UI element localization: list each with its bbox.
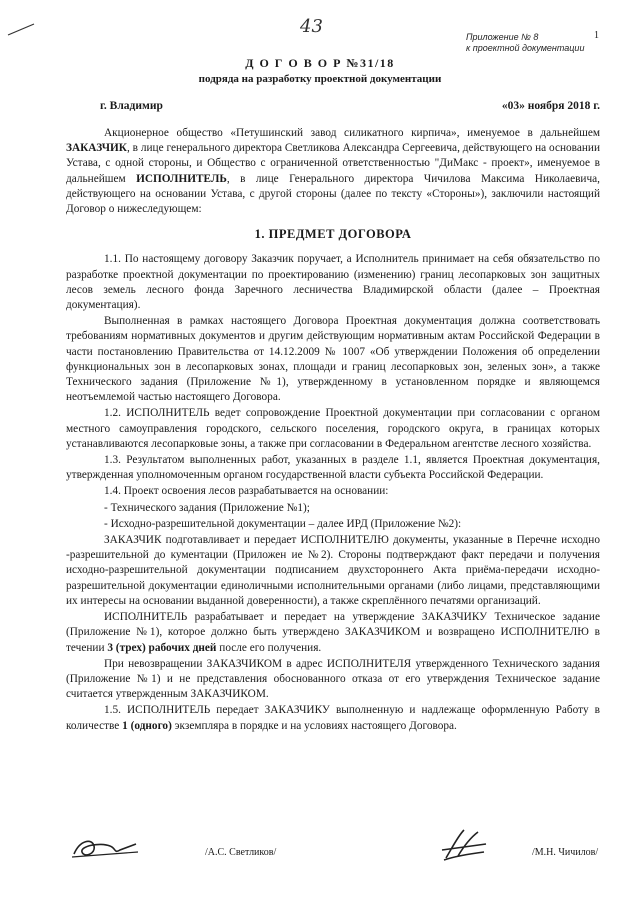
- clause-1-3: 1.3. Результатом выполненных работ, указанных в разделе 1.1, является Проектная документация, утвержденная уполномоченным органом государственной власти субъекта Российской Федерации.: [66, 454, 600, 482]
- clause-1-1-continued: Выполненная в рамках настоящего Договора Проектная документация должна соответствовать требованиям нормативных документов и другим действующим нормативным актам Российской Федерации в части постановлению Правительства от 14.12.2009 № 1007 «Об утверждении Положения об определении функциональных зон в лесопарковых зонах, площади и границ лесопарковых зон, зеленых зон», а также Технического задания (Приложение №1), утвержденному в установленном порядке и являющемся неотъемлемой частью настоящего Договора.: [66, 315, 600, 404]
- clause-1-5: 1.5. ИСПОЛНИТЕЛЬ передает ЗАКАЗЧИКУ выполненную и надлежаще оформленную Работу в количестве 1 (одного) экземпляра в порядке и на условиях настоящего Договора.: [66, 704, 600, 732]
- section-heading: 1. ПРЕДМЕТ ДОГОВОРА: [254, 227, 412, 242]
- contractor-term: ИСПОЛНИТЕЛЬ: [136, 172, 227, 185]
- tech-spec-paragraph: ИСПОЛНИТЕЛЬ разрабатывает и передает на утверждение ЗАКАЗЧИКУ Техническое задание (Приложение №1), которое должно быть утверждено ЗАКАЗЧИКОМ и возвращено ИСПОЛНИТЕЛЮ в течении 3 (трех) рабочих дней после его получения.: [66, 611, 600, 654]
- page-number: 1: [594, 30, 599, 41]
- customer-signature: [70, 836, 140, 860]
- appendix-note: [466, 32, 584, 54]
- contract-date: «03» ноября 2018 г.: [501, 100, 600, 112]
- handwritten-page-number: 43: [300, 16, 323, 37]
- contract-city: г. Владимир: [100, 100, 163, 112]
- customer-signatory-name: /А.С. Светликов/: [205, 847, 277, 858]
- appendix-line-1: Приложение № 8: [466, 32, 539, 42]
- clause-1-4: 1.4. Проект освоения лесов разрабатывается на основании:: [104, 485, 389, 498]
- clause-1-2: 1.2. ИСПОЛНИТЕЛЬ ведет сопровождение Проектной документации при согласовании с органом местного самоуправления городского, сельского поселения, городского округа, в границах которых устанавливаются лесопарковые зоны, а также при согласовании в Федеральном агентстве лесного хозяйства.: [66, 407, 600, 450]
- appendix-line-2: к проектной документации: [466, 43, 585, 53]
- clause-1-4-item-a: - Технического задания (Приложение №1);: [104, 501, 310, 514]
- contractor-signatory-name: /М.Н. Чичилов/: [532, 847, 599, 858]
- contract-subtitle: подряда на разработку проектной документации: [198, 73, 442, 85]
- contractor-signature: [438, 826, 490, 866]
- contract-title: Д О Г О В О Р №31/18: [245, 56, 395, 70]
- clause-1-4-item-b: - Исходно-разрешительной документации – далее ИРД (Приложение №2):: [104, 517, 462, 530]
- customer-term: ЗАКАЗЧИК: [66, 142, 127, 155]
- preamble-paragraph: Акционерное общество «Петушинский завод силикатного кирпича», именуемое в дальнейшем ЗАКАЗЧИК, в лице генерального директора Светликова Александра Сергеевича, действующего на основании Устава, с одной стороны, и Общество с ограниченной ответственностью "ДиМакс - проект», именуемое в дальнейшем ИСПОЛНИТЕЛЬ, в лице Генерального директора Чичилова Максима Николаевича, действующего на основании Устава, с другой стороны (далее по тексту «Стороны»), заключили настоящий Договор о нижеследующем:: [66, 127, 600, 216]
- pen-mark: [6, 22, 36, 36]
- ird-paragraph: ЗАКАЗЧИК подготавливает и передает ИСПОЛНИТЕЛЮ документы, указанные в Перечне исходно -разрешительной до кументации (Приложен ие №2). Стороны подтверждают факт передачи и получения исходно-разрешительной документации подписанием двухстороннего Акта приёма-передачи исходно-разрешительной документации единоличными исполнительными органами (либо лицами, представляющими их интересы на основании выданной доверенности), а также скреплённого печатями организаций.: [66, 534, 600, 607]
- non-return-paragraph: При невозвращении ЗАКАЗЧИКОМ в адрес ИСПОЛНИТЕЛЯ утвержденного Технического задания (Приложение №1) и не представления обоснованного отказа от его утверждения Техническое задание считается утвержденным ЗАКАЗЧИКОМ.: [66, 657, 600, 701]
- contract-body: [66, 126, 600, 735]
- clause-1-1: 1.1. По настоящему договору Заказчик поручает, а Исполнитель принимает на себя обязательство по разработке проектной документации по проектированию (изменению) границ лесопарковых зон защитных лесов земель лесного фонда Заречного лесничества Владимирской области (далее – Проектная документация).: [66, 253, 600, 312]
